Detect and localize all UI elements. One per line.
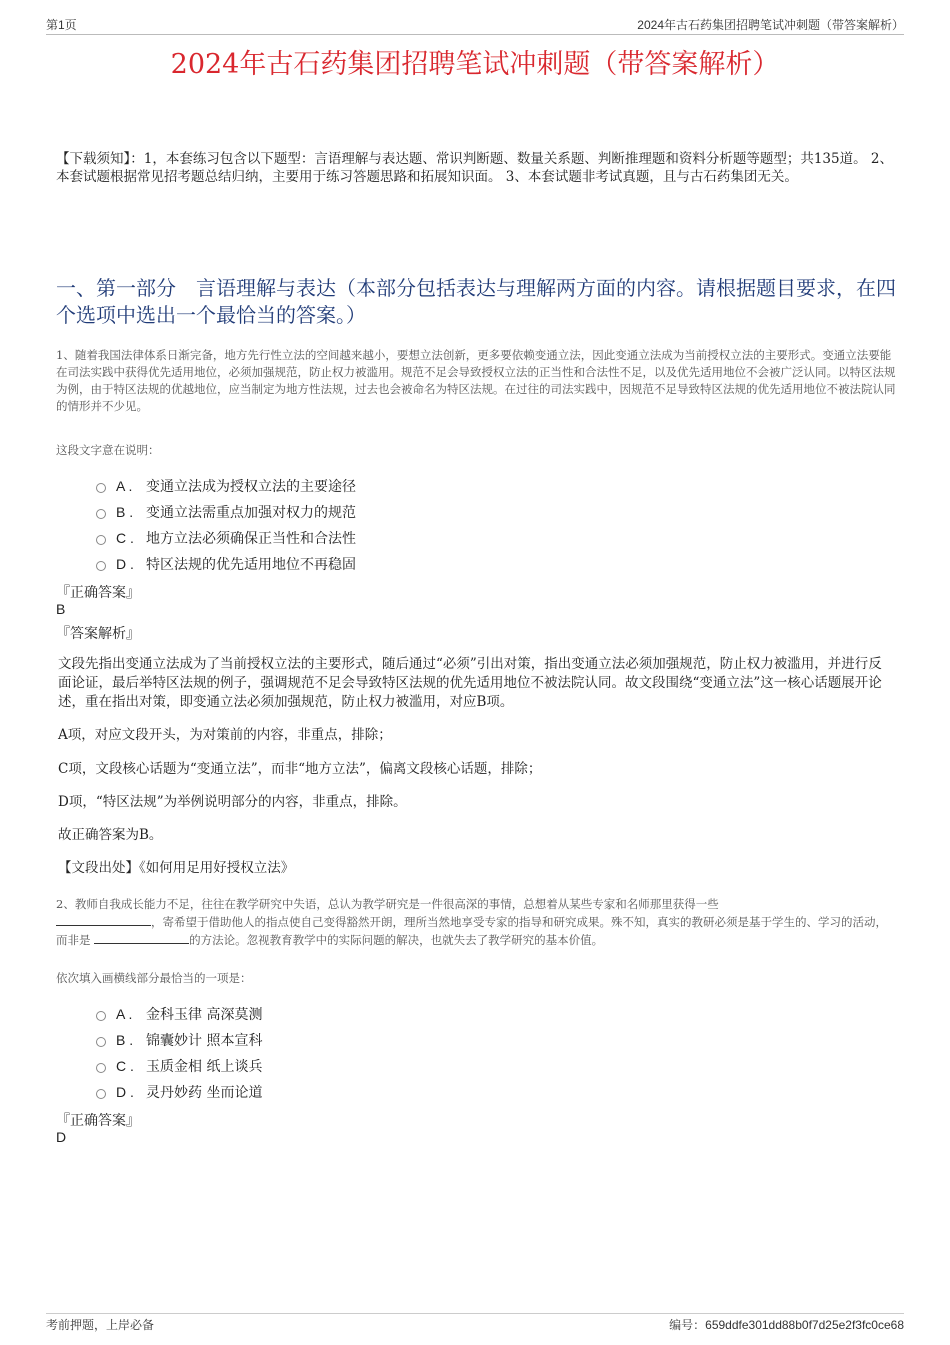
page-header xyxy=(46,14,904,35)
question-1-options xyxy=(96,473,356,577)
option-c[interactable]: C . 地方立法必须确保正当性和合法性 xyxy=(96,525,356,551)
radio-icon[interactable] xyxy=(96,483,106,493)
analysis-conclusion: 故正确答案为B。 xyxy=(58,827,163,843)
radio-icon[interactable] xyxy=(96,1037,106,1047)
fill-blank-2 xyxy=(94,931,189,944)
analysis-label: 『答案解析』 xyxy=(56,626,140,642)
radio-icon[interactable] xyxy=(96,1063,106,1073)
option-d[interactable]: D . 特区法规的优先适用地位不再稳固 xyxy=(96,551,356,577)
option-c[interactable]: C . 玉质金相 纸上谈兵 xyxy=(96,1053,262,1079)
download-notice: 【下载须知】：1，本套练习包含以下题型：言语理解与表达题、常识判断题、数量关系题、判断推理题和资料分析题等题型；共135道。 2、本套试题根据常见招考题总结归纳，主要用于练习答题思路和拓展知识面。 3、本套试题非考试真题，且与古石药集团无关。 xyxy=(56,151,893,185)
question-1-prompt: 这段文字意在说明： xyxy=(56,443,160,457)
analysis-source: 【文段出处】《如何用足用好授权立法》 xyxy=(58,860,295,876)
option-a[interactable]: A . 金科玉律 高深莫测 xyxy=(96,1001,262,1027)
question-1-text: 1、随着我国法律体系日渐完备，地方先行性立法的空间越来越小，要想立法创新，更多要依赖变通立法，因此变通立法成为当前授权立法的主要形式。变通立法要能在司法实践中获得优先适用地位，必须加强规范，防止权力被滥用。规范不足会导致授权立法的正当性和合法性不足，以及优先适用地位不会被广泛认同。以特区法规为例，由于特区法规的优越地位，应当制定为地方性法规，过去也会被命名为特区法规。在过往的司法实践中，因规范不足导致特区法规的优先适用地位不被法院认同的情形并不少见。 xyxy=(56,348,896,413)
section-heading: 一、第一部分 言语理解与表达（本部分包括表达与理解两方面的内容。请根据题目要求，在四个选项中选出一个最恰当的答案。） xyxy=(56,276,896,327)
option-d[interactable]: D . 灵丹妙药 坐而论道 xyxy=(96,1079,262,1105)
radio-icon[interactable] xyxy=(96,1089,106,1099)
answer-value: D xyxy=(56,1129,67,1145)
question-2-text: 2、教师自我成长能力不足，往往在教学研究中失语，总认为教学研究是一件很高深的事情，总想着从某些专家和名师那里获得一些 ，寄希望于借助他人的指点使自己变得豁然开朗，理所当然地享受专家的指导和研究成果。殊不知，真实的教研必须是基于学生的、学习的活动，而非是 的方法论。忽视教育教学中的实际问题的解决，也就失去了教学研究的基本价值。 xyxy=(56,897,887,947)
answer-value: B xyxy=(56,601,66,617)
header-doc-title: 2024年古石药集团招聘笔试冲刺题（带答案解析） xyxy=(637,18,904,32)
answer-label: 『正确答案』 xyxy=(56,1113,140,1129)
page-title: 2024年古石药集团招聘笔试冲刺题（带答案解析） xyxy=(170,49,780,80)
page-number: 第1页 xyxy=(46,18,77,32)
analysis-option-c: C项，文段核心话题为“变通立法”，而非“地方立法”，偏离文段核心话题，排除； xyxy=(58,761,542,777)
option-b[interactable]: B . 变通立法需重点加强对权力的规范 xyxy=(96,499,356,525)
analysis-paragraph: 文段先指出变通立法成为了当前授权立法的主要形式，随后通过“必须”引出对策，指出变通立法必须加强规范，防止权力被滥用，并进行反面论证，最后举特区法规的例子，强调规范不足会导致特区法规的优先适用地位不被法院认同。故文段围绕“变通立法”这一核心话题展开论述，重在指出对策，即变通立法必须加强规范，防止权力被滥用，对应B项。 xyxy=(58,656,882,710)
radio-icon[interactable] xyxy=(96,561,106,571)
fill-blank-1 xyxy=(56,913,151,926)
question-2-prompt: 依次填入画横线部分最恰当的一项是： xyxy=(56,971,252,985)
option-b[interactable]: B . 锦囊妙计 照本宣科 xyxy=(96,1027,262,1053)
radio-icon[interactable] xyxy=(96,535,106,545)
radio-icon[interactable] xyxy=(96,1011,106,1021)
question-2-options xyxy=(96,1001,262,1105)
answer-label: 『正确答案』 xyxy=(56,585,140,601)
analysis-option-a: A项，对应文段开头，为对策前的内容，非重点，排除； xyxy=(58,727,392,743)
analysis-option-d: D项，“特区法规”为举例说明部分的内容，非重点，排除。 xyxy=(58,794,407,810)
footer-doc-id: 编号：659ddfe301dd88b0f7d25e2f3fc0ce68 xyxy=(669,1318,904,1332)
footer-slogan: 考前押题，上岸必备 xyxy=(46,1318,155,1332)
option-a[interactable]: A . 变通立法成为授权立法的主要途径 xyxy=(96,473,356,499)
page-footer xyxy=(46,1313,904,1332)
radio-icon[interactable] xyxy=(96,509,106,519)
